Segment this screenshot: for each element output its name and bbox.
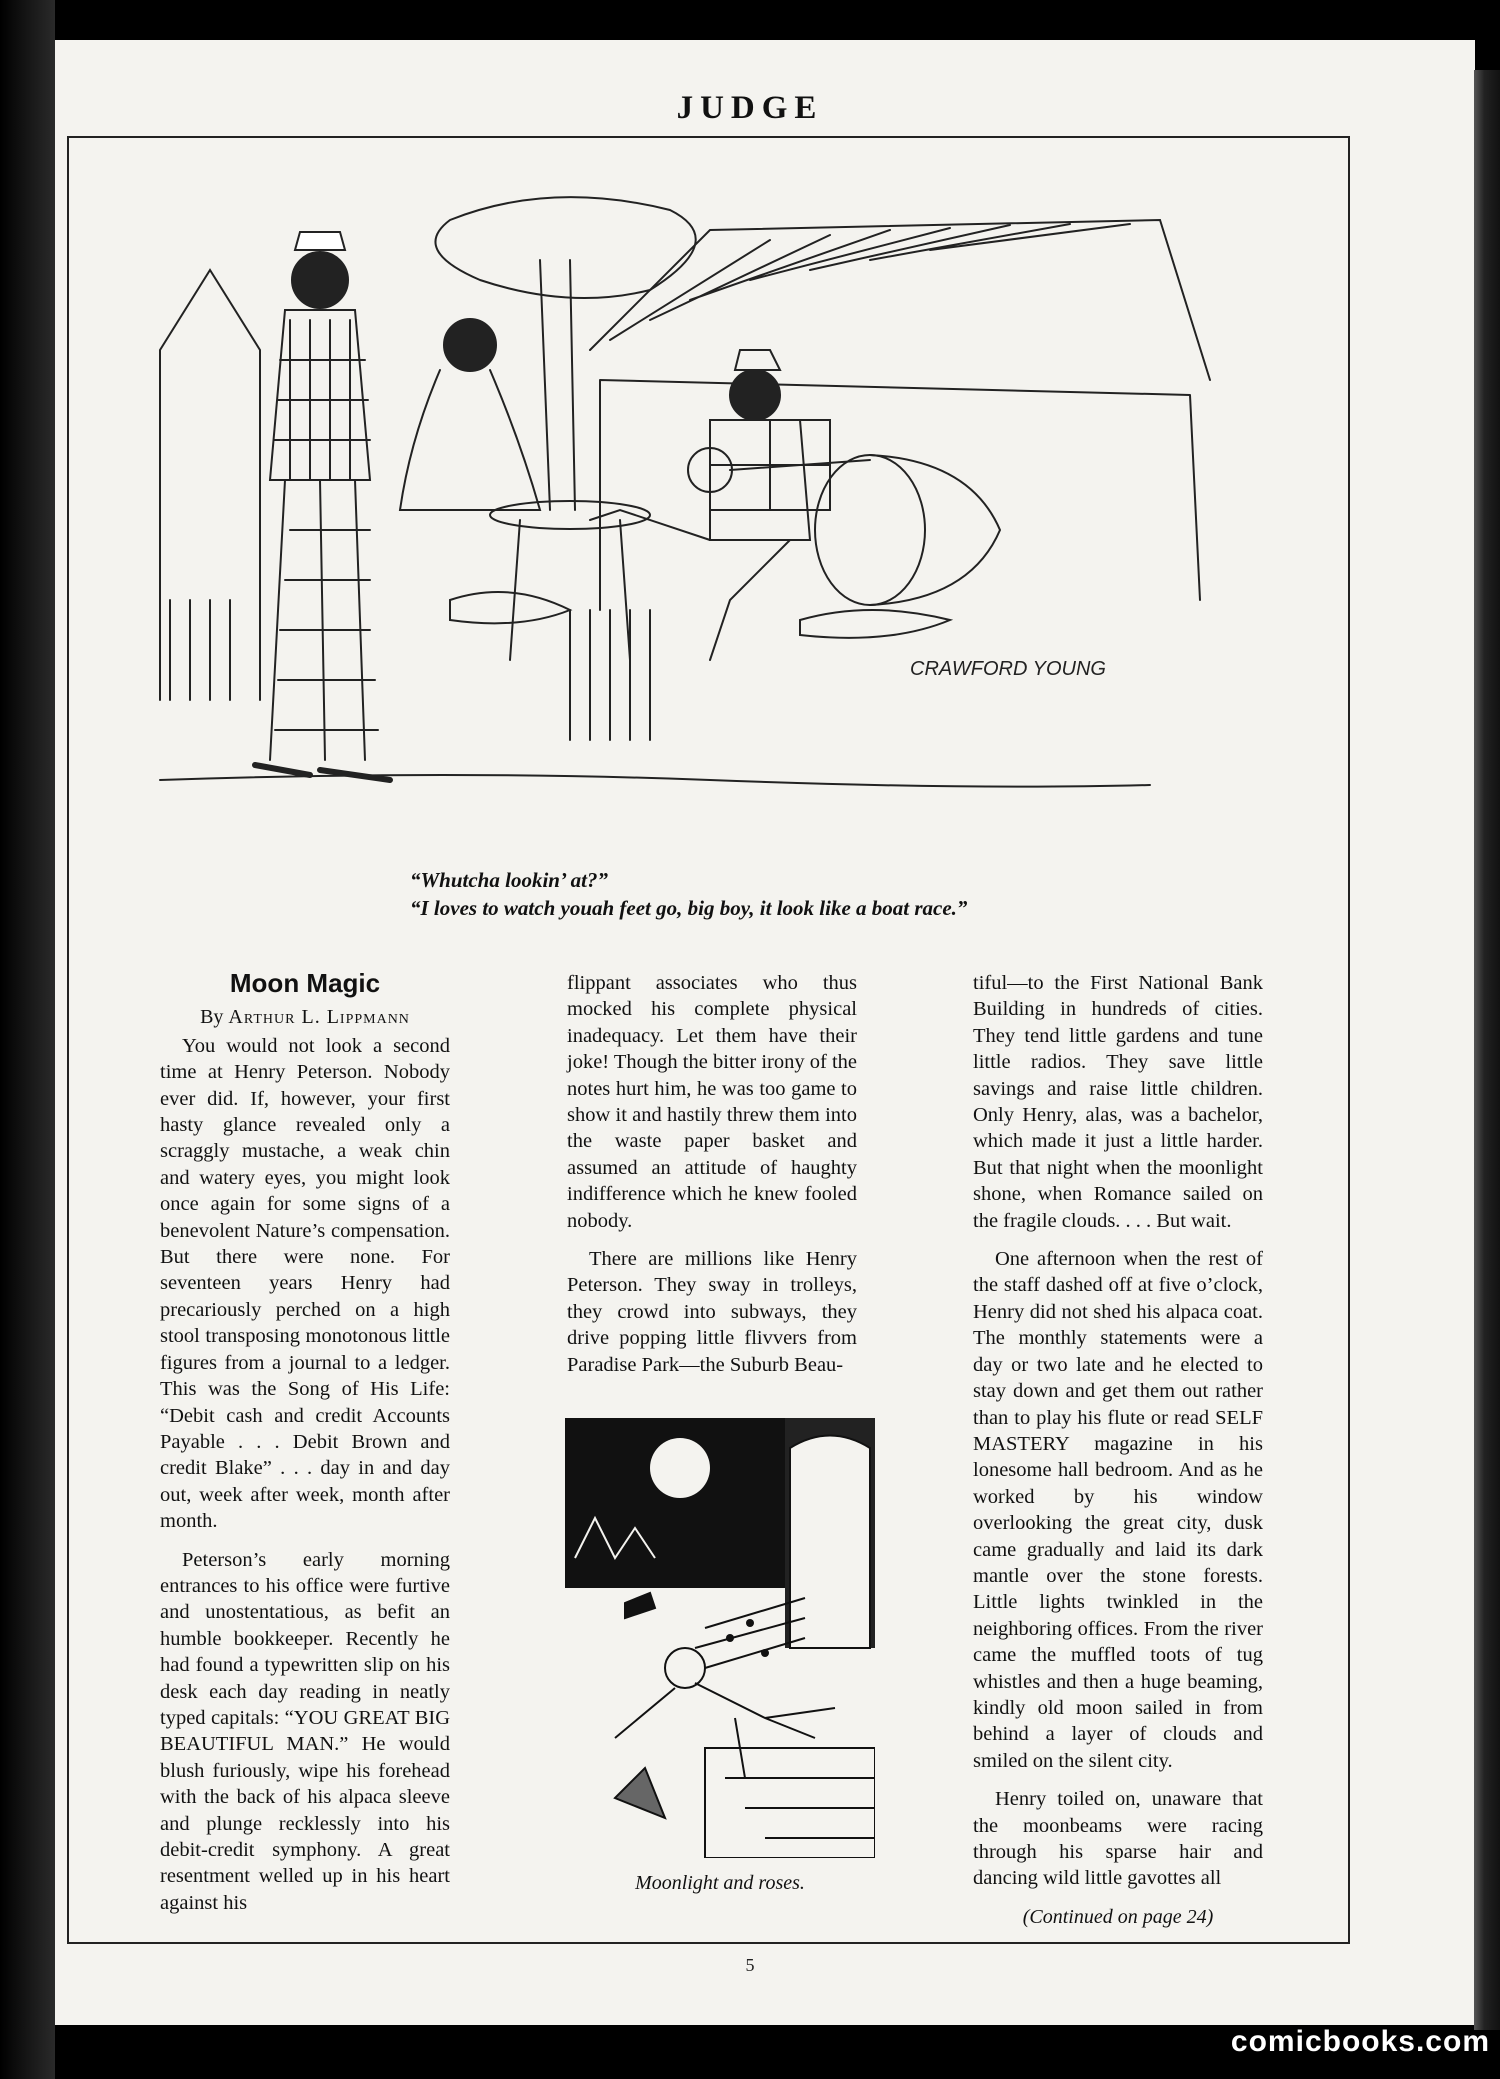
article-column-2 [567, 970, 857, 1378]
spot-caption: Moonlight and roses. [635, 1872, 805, 1894]
byline-prefix: By [200, 1006, 224, 1029]
article-column-3 [973, 970, 1263, 1930]
paragraph: tiful—to the First National Bank Building in hundreds of cities. They tend little gardens and tune little radios. They save little savings and raise little children. Only Henry, alas, was a bachelor, which made it just a little harder. But that night when the moonlight shone, when Romance sailed on the fragile clouds. . . . But wait. [973, 972, 1263, 1232]
caption-line-2: “I loves to watch youah feet go, big boy, it look like a boat race.” [410, 896, 968, 920]
paragraph: Henry toiled on, unaware that the moonbeams were racing through his sparse hair and dancing wild little gavottes all [973, 1788, 1263, 1890]
paragraph: There are millions like Henry Peterson. They sway in trolleys, they crowd into subways, they drive popping little flivvers from Paradise Park—the Suburb Beau- [567, 1248, 857, 1376]
paragraph: Peterson’s early morning entrances to his office were furtive and unostentatious, as befit an humble bookkeeper. Recently he had found a typewritten slip on his desk each day reading in neatly typed capitals: “YOU GREAT BIG BEAUTIFUL MAN.” He would blush furiously, wipe his forehead with the back of his alpaca sleeve and plunge recklessly into his debit-credit symphony. A great resentment welled up in his heart against his [160, 1548, 450, 1914]
story-title: Moon Magic [229, 968, 381, 998]
masthead: JUDGE [676, 90, 824, 126]
cartoon-caption [410, 866, 1170, 922]
byline-author: Arthur L. Lippmann [228, 1006, 410, 1029]
cartoon-illustration [150, 180, 1280, 860]
continued-notice: (Continued on page 24) [1022, 1905, 1214, 1928]
paragraph: You would not look a second time at Henry Peterson. Nobody ever did. If, however, your first hasty glance revealed only a scraggly mustache, a weak chin and watery eyes, you might look once again for some signs of a benevolent Nature’s compensation. But there were none. For seventeen years Henry had precariously perched on a high stool transposing monotonous little figures from a journal to a ledger. This was the Song of His Life: “Debit cash and credit Accounts Payable . . . Debit Brown and credit Blake” . . . day in and day out, week after week, month after month. [160, 1034, 450, 1533]
article-column-1 [160, 970, 450, 1916]
artist-signature: CRAWFORD YOUNG [910, 658, 1106, 680]
page-edge [1474, 70, 1500, 2030]
paragraph: One afternoon when the rest of the staff dashed off at five o’clock, Henry did not shed his alpaca coat. The monthly statements were a day or two late and he elected to stay down and get them out rather than to play his flute or read SELF MASTERY magazine in his lonesome hall bedroom. And as he worked by his window overlooking the great city, dusk came gradually and laid its dark mantle over the stone forests. Little lights twinkled in the neighboring offices. From the river came the muffled toots of tug whistles and then a huge beaming, kindly old moon sailed in from behind a layer of clouds and smiled on the silent city. [973, 1248, 1263, 1772]
spot-illustration [565, 1418, 875, 1858]
site-watermark: comicbooks.com [1230, 2025, 1490, 2058]
byline [160, 1004, 450, 1030]
book-binding [0, 0, 55, 2079]
paragraph: flippant associates who thus mocked his complete physical inadequacy. Let them have their joke! Though the bitter irony of the notes hurt him, he was too game to show it and hastily threw them into the waste paper basket and assumed an attitude of haughty indifference which he knew fooled nobody. [567, 972, 857, 1232]
page-number: 5 [745, 1955, 755, 1975]
caption-line-1: “Whutcha lookin’ at?” [410, 868, 608, 892]
